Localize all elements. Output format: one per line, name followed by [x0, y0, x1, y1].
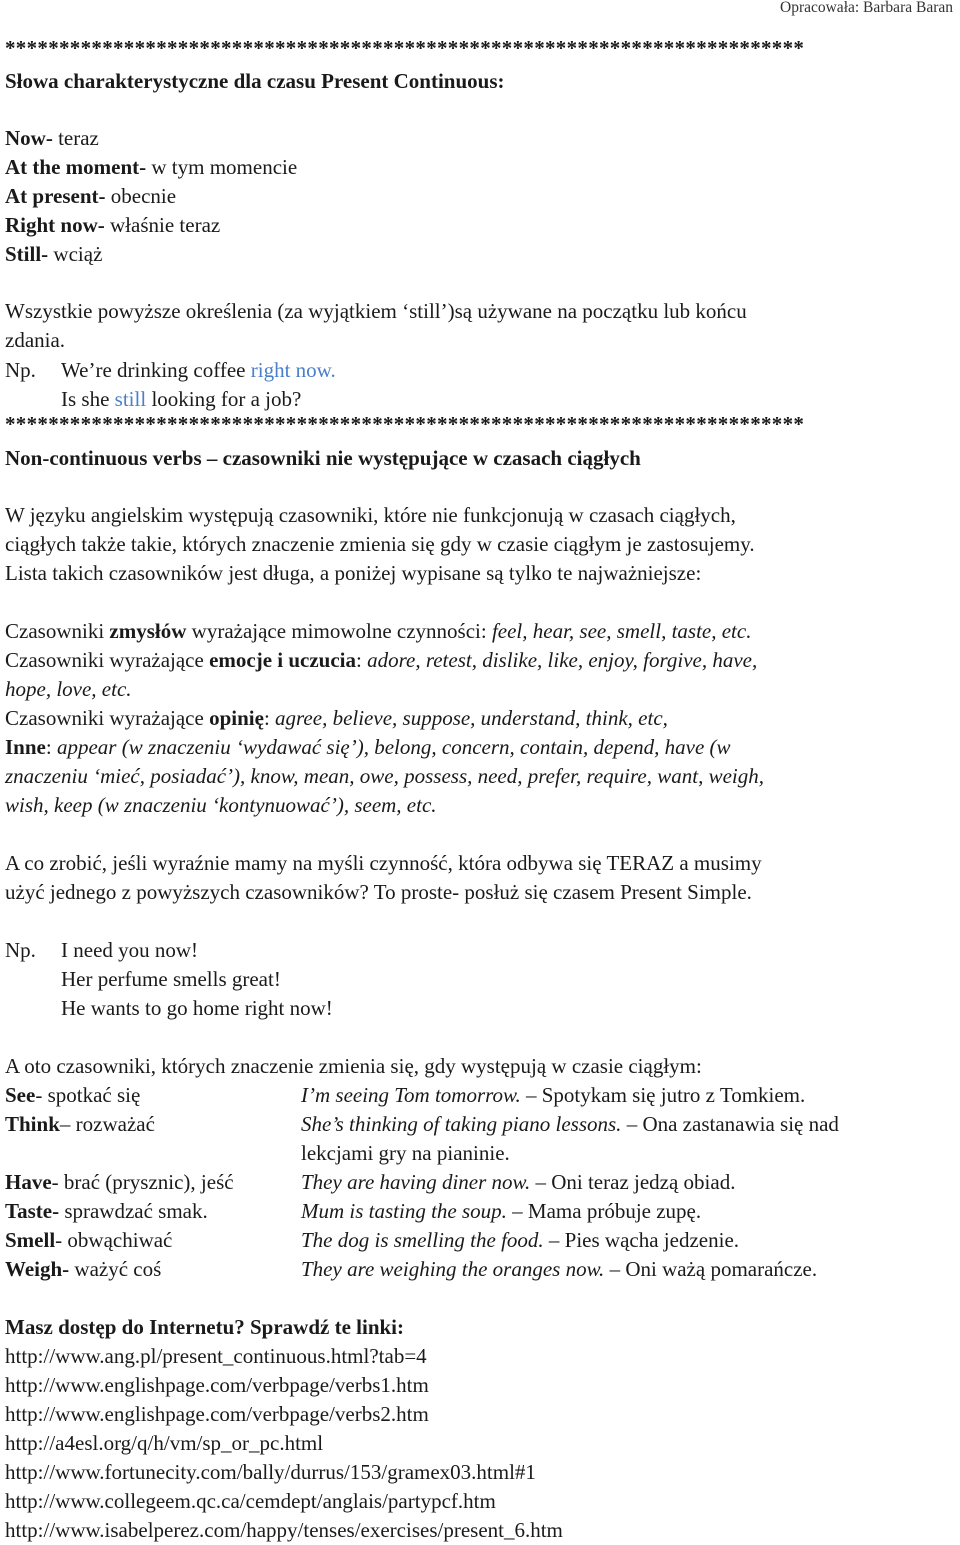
table-row-example — [301, 1257, 817, 1282]
translation: – Oni ważą pomarańcze. — [604, 1257, 818, 1281]
category-text: Czasowniki wyrażające — [5, 706, 210, 730]
category-name: zmysłów — [109, 619, 187, 643]
keyword-item — [5, 242, 102, 267]
keyword-meaning: teraz — [52, 126, 99, 150]
translation: – Spotykam się jutro z Tomkiem. — [520, 1083, 806, 1107]
verb-category — [5, 735, 731, 760]
verb-name: Taste- — [5, 1199, 60, 1223]
separator: - — [35, 1083, 48, 1107]
table-row-verb — [5, 1112, 155, 1137]
table-row-example — [301, 1199, 701, 1224]
keyword-item — [5, 126, 99, 151]
resource-link[interactable]: http://www.englishpage.com/verbpage/verbs1.htm — [5, 1373, 429, 1397]
author-credit: Opracowała: Barbara Baran — [780, 0, 953, 16]
verb-name: Think — [5, 1112, 60, 1136]
separator-line: ************************************************************************** — [5, 412, 805, 436]
paragraph-text: Lista takich czasowników jest długa, a poniżej wypisane są tylko te najważniejsze: — [5, 561, 702, 585]
verb-list: hope, love, etc. — [5, 677, 132, 701]
table-row-example — [301, 1228, 739, 1253]
keyword-term: Still- — [5, 242, 49, 266]
resource-link[interactable]: http://www.isabelperez.com/happy/tenses/exercises/present_6.htm — [5, 1518, 563, 1542]
example-sentence: They are having diner now. — [301, 1170, 531, 1194]
verb-meaning: rozważać — [75, 1112, 155, 1136]
keyword-item — [5, 184, 176, 209]
category-text: Czasowniki wyrażające — [5, 648, 210, 672]
verb-list: adore, retest, dislike, like, enjoy, forgive, have, — [367, 648, 758, 672]
example-sentence: He wants to go home right now! — [61, 996, 333, 1020]
section-title: Non-continuous verbs – czasowniki nie występujące w czasach ciągłych — [5, 446, 641, 470]
verb-meaning: ważyć coś — [74, 1257, 162, 1281]
paragraph-text: A oto czasowniki, których znaczenie zmienia się, gdy występują w czasie ciągłym: — [5, 1054, 702, 1078]
example-sentence: They are weighing the oranges now. — [301, 1257, 605, 1281]
verb-list: wish, keep (w znaczeniu ‘kontynuować’), seem, etc. — [5, 793, 437, 817]
keyword-item — [5, 155, 297, 180]
keyword-term: At the moment- — [5, 155, 147, 179]
example-sentence: Mum is tasting the soup. — [301, 1199, 507, 1223]
verb-list: feel, hear, see, smell, taste, etc. — [491, 619, 752, 643]
verb-list: agree, believe, suppose, understand, think, etc, — [275, 706, 668, 730]
category-text: : — [356, 648, 368, 672]
resource-link[interactable]: http://www.fortunecity.com/bally/durrus/153/gramex03.html#1 — [5, 1460, 536, 1484]
resource-link[interactable]: http://www.englishpage.com/verbpage/verbs2.htm — [5, 1402, 429, 1426]
resource-link[interactable]: http://www.ang.pl/present_continuous.html?tab=4 — [5, 1344, 427, 1368]
translation: – Oni teraz jedzą obiad. — [530, 1170, 736, 1194]
translation: – Mama próbuje zupę. — [506, 1199, 702, 1223]
example-text: We’re drinking coffee — [61, 358, 251, 382]
verb-name: See — [5, 1083, 36, 1107]
paragraph-text: użyć jednego z powyższych czasowników? To proste- posłuż się czasem Present Simple. — [5, 880, 752, 904]
category-text: : — [45, 735, 57, 759]
keyword-meaning: w tym momencie — [146, 155, 298, 179]
example-prefix: Np. — [5, 938, 36, 962]
separator: - — [55, 1228, 68, 1252]
table-row-continuation: lekcjami gry na pianinie. — [301, 1141, 510, 1165]
table-row-verb — [5, 1199, 208, 1224]
resource-link[interactable]: http://www.collegeem.qc.ca/cemdept/anglais/partypcf.htm — [5, 1489, 496, 1513]
example-sentence — [61, 358, 336, 383]
keyword-term: Right now- — [5, 213, 105, 237]
note-text: zdania. — [5, 328, 66, 352]
table-row-verb — [5, 1228, 172, 1253]
keyword-term: At present- — [5, 184, 106, 208]
verb-category — [5, 619, 751, 644]
example-text: Is she — [61, 387, 115, 411]
keyword-meaning: obecnie — [105, 184, 177, 208]
resource-link[interactable]: http://a4esl.org/q/h/vm/sp_or_pc.html — [5, 1431, 324, 1455]
keyword-meaning: wciąż — [48, 242, 103, 266]
table-row-example — [301, 1112, 839, 1137]
separator: – — [59, 1112, 76, 1136]
translation: – Pies wącha jedzenie. — [543, 1228, 740, 1252]
keyword-term: Now- — [5, 126, 53, 150]
verb-meaning: brać (prysznic), jeść — [63, 1170, 234, 1194]
verb-category — [5, 648, 757, 673]
category-text: wyrażające mimowolne czynności: — [186, 619, 492, 643]
paragraph-text: W języku angielskim występują czasowniki, które nie funkcjonują w czasach ciągłych, — [5, 503, 736, 527]
note-text: Wszystkie powyższe określenia (za wyjątkiem ‘still’)są używane na początku lub końcu — [5, 299, 747, 323]
example-sentence — [61, 387, 301, 412]
verb-name: Have — [5, 1170, 52, 1194]
separator: - — [51, 1170, 64, 1194]
example-sentence: Her perfume smells great! — [61, 967, 281, 991]
translation: – Ona zastanawia się nad — [621, 1112, 839, 1136]
verb-list: znaczeniu ‘mieć, posiadać’), know, mean, owe, possess, need, prefer, require, want, weigh, — [5, 764, 764, 788]
category-name: opinię — [209, 706, 264, 730]
links-title: Masz dostęp do Internetu? Sprawdź te linki: — [5, 1315, 405, 1339]
example-prefix: Np. — [5, 358, 36, 382]
verb-name: Weigh- — [5, 1257, 70, 1281]
example-text: looking for a job? — [146, 387, 302, 411]
table-row-example — [301, 1170, 735, 1195]
example-sentence: She’s thinking of taking piano lessons. — [301, 1112, 622, 1136]
keyword-meaning: właśnie teraz — [104, 213, 221, 237]
category-name: emocje i uczucia — [209, 648, 357, 672]
category-text: : — [263, 706, 276, 730]
verb-meaning: obwąchiwać — [67, 1228, 173, 1252]
verb-meaning: sprawdzać smak. — [64, 1199, 208, 1223]
table-row-example — [301, 1083, 805, 1108]
separator-line: ************************************************************************** — [5, 36, 805, 60]
category-text: Czasowniki — [5, 619, 110, 643]
verb-name: Smell — [5, 1228, 56, 1252]
keyword-item — [5, 213, 220, 238]
example-sentence: I need you now! — [61, 938, 199, 962]
table-row-verb — [5, 1257, 161, 1282]
table-row-verb — [5, 1170, 234, 1195]
table-row-verb — [5, 1083, 140, 1108]
example-sentence: I’m seeing Tom tomorrow. — [301, 1083, 521, 1107]
highlight-keyword: still — [114, 387, 147, 411]
verb-list: appear (w znaczeniu ‘wydawać się’), belong, concern, contain, depend, have (w — [56, 735, 731, 759]
paragraph-text: A co zrobić, jeśli wyraźnie mamy na myśli czynność, która odbywa się TERAZ a musimy — [5, 851, 762, 875]
section-title: Słowa charakterystyczne dla czasu Present Continuous: — [5, 69, 505, 93]
verb-category — [5, 706, 668, 731]
paragraph-text: ciągłych także takie, których znaczenie zmienia się gdy w czasie ciągłym je zastosujemy. — [5, 532, 755, 556]
category-name: Inne — [5, 735, 46, 759]
verb-meaning: spotkać się — [47, 1083, 141, 1107]
highlight-keyword: right now. — [250, 358, 336, 382]
example-sentence: The dog is smelling the food. — [301, 1228, 544, 1252]
